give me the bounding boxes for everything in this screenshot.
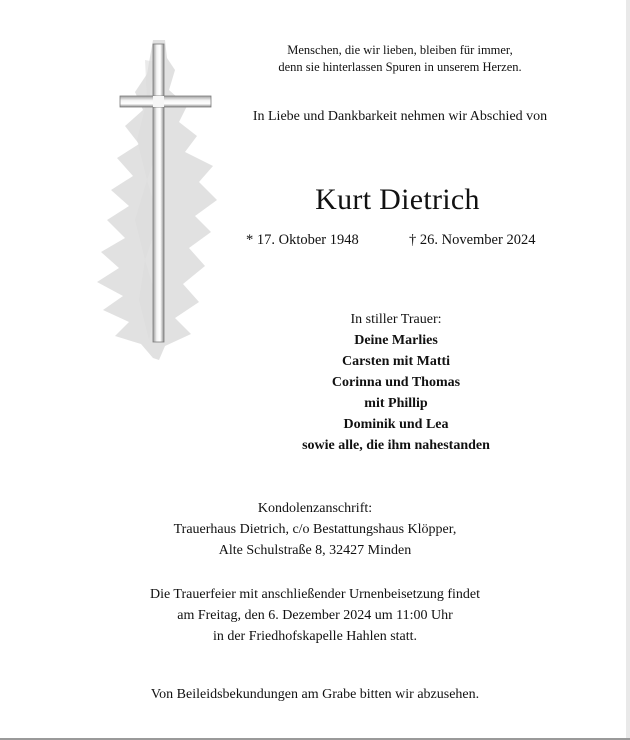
deceased-name: Kurt Dietrich	[315, 183, 480, 216]
memorial-quote	[255, 42, 545, 76]
ceremony-line: am Freitag, den 6. Dezember 2024 um 11:00 Uhr	[177, 608, 453, 623]
ceremony-line: Die Trauerfeier mit anschließender Urnenbeisetzung findet	[149, 587, 481, 602]
mourner-name: sowie alle, die ihm nahestanden	[302, 438, 490, 453]
birth-date: * 17. Oktober 1948	[246, 232, 359, 248]
ceremony-info	[110, 584, 520, 647]
quote-line: Menschen, die wir lieben, bleiben für immer,	[287, 43, 513, 57]
condolence-heading: Kondolenzanschrift:	[257, 501, 373, 516]
closing-note: Von Beileidsbekundungen am Grabe bitten wir abzusehen.	[150, 687, 480, 702]
quote-line: denn sie hinterlassen Spuren in unserem Herzen.	[278, 60, 522, 74]
mourners-list	[240, 309, 552, 456]
mourner-name: Deine Marlies	[354, 333, 438, 348]
farewell-intro: In Liebe und Dankbarkeit nehmen wir Abschied von	[252, 109, 548, 124]
cross-icon	[95, 40, 220, 360]
condolence-line: Alte Schulstraße 8, 32427 Minden	[218, 543, 412, 558]
mourners-heading: In stiller Trauer:	[350, 312, 442, 327]
page-edge	[626, 0, 630, 740]
ceremony-line: in der Friedhofskapelle Hahlen statt.	[212, 629, 418, 644]
condolence-address	[140, 498, 490, 561]
mourner-name: Carsten mit Matti	[341, 354, 451, 369]
condolence-line: Trauerhaus Dietrich, c/o Bestattungshaus Klöpper,	[173, 522, 457, 537]
mourner-name: Dominik und Lea	[343, 417, 449, 432]
mourner-name: Corinna und Thomas	[331, 375, 461, 390]
death-date: † 26. November 2024	[409, 232, 536, 248]
mourner-name: mit Phillip	[364, 396, 428, 411]
